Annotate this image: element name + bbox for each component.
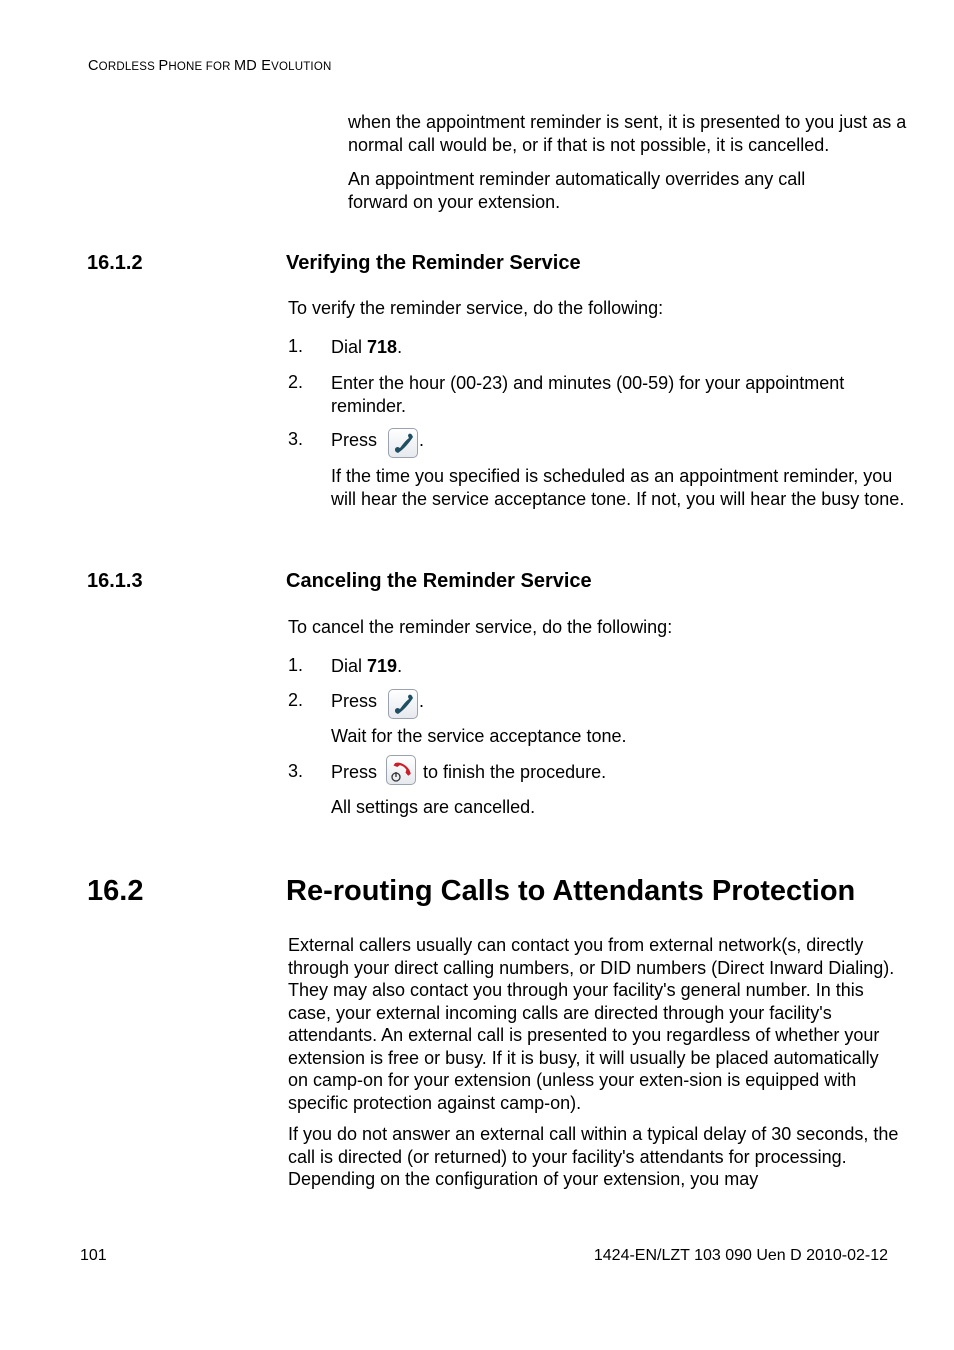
step-note: Wait for the service acceptance tone. — [331, 726, 627, 746]
section-title: Canceling the Reminder Service — [286, 570, 592, 592]
chapter-title: Re-routing Calls to Attendants Protection — [286, 875, 856, 907]
section-lead: To verify the reminder service, do the following: — [288, 298, 664, 318]
step-text-pre: Press — [331, 430, 378, 450]
dial-code: 718 — [367, 337, 398, 357]
header-text: P — [158, 58, 169, 74]
section-lead: To cancel the reminder service, do the following: — [288, 617, 673, 637]
step-text — [331, 336, 402, 359]
step-text-pre: Dial — [331, 337, 368, 357]
step-text-post: . — [419, 691, 425, 711]
step-number: 3. — [288, 429, 304, 449]
body-paragraph-1: External callers usually can contact you from external network(s, directly through your direct calling numbers, or DID numbers (Direct Inward Dialing). They may also contact you through your facility's general number. In this case, your external incoming calls are directed through your facility's attendants. An external call is presented to you regardless of whether your extension is free or busy. If it is busy, it will usually be placed automatically on camp-on for your extension (unless your exten-sion is equipped with specific protection against camp-on). — [288, 935, 895, 1113]
chapter-number: 16.2 — [87, 875, 144, 907]
header-text: C — [88, 58, 99, 74]
step-number: 2. — [288, 372, 304, 392]
section-number: 16.1.3 — [87, 570, 143, 592]
end-call-icon — [386, 755, 416, 785]
step-text-pre: Dial — [331, 656, 368, 676]
step-note: If the time you specified is scheduled as an appointment reminder, you will hear the service acceptance tone. If not, you will hear the busy tone. — [331, 466, 905, 509]
header-text: VOLUTION — [271, 61, 332, 73]
step-text-pre: Press — [331, 762, 378, 782]
step-text: Enter the hour (00-23) and minutes (00-59) for your appointment reminder. — [331, 373, 845, 416]
header-text: ORDLESS — [98, 61, 159, 73]
call-handset-icon — [388, 689, 418, 719]
call-handset-icon — [388, 428, 418, 458]
step-number: 1. — [288, 655, 304, 675]
intro-paragraph-1: when the appointment reminder is sent, it is presented to you just as a normal call would be, or if that is not possible, it is cancelled. — [348, 112, 907, 155]
step-number: 3. — [288, 761, 304, 781]
step-text-post: . — [419, 430, 425, 450]
dial-code: 719 — [367, 656, 398, 676]
running-header — [88, 58, 331, 74]
section-title: Verifying the Reminder Service — [286, 252, 581, 274]
step-number: 2. — [288, 690, 304, 710]
step-text — [331, 655, 402, 678]
page-number: 101 — [80, 1247, 107, 1264]
body-paragraph-2: If you do not answer an external call within a typical delay of 30 seconds, the call is directed (or returned) to your facility's attendants for processing. Depending on the configuration of your extension, you may — [288, 1124, 899, 1189]
header-text: HONE FOR — [168, 61, 235, 73]
step-text-pre: Press — [331, 691, 378, 711]
step-number: 1. — [288, 336, 304, 356]
step-note: All settings are cancelled. — [331, 797, 536, 817]
section-number: 16.1.2 — [87, 252, 143, 274]
step-text-post: . — [397, 656, 403, 676]
step-text-post: . — [397, 337, 403, 357]
step-text-post: to finish the procedure. — [423, 762, 607, 782]
intro-paragraph-2: An appointment reminder automatically overrides any call forward on your extension. — [348, 169, 806, 212]
document-reference: 1424-EN/LZT 103 090 Uen D 2010-02-12 — [593, 1247, 888, 1264]
header-text: MD E — [234, 58, 272, 74]
